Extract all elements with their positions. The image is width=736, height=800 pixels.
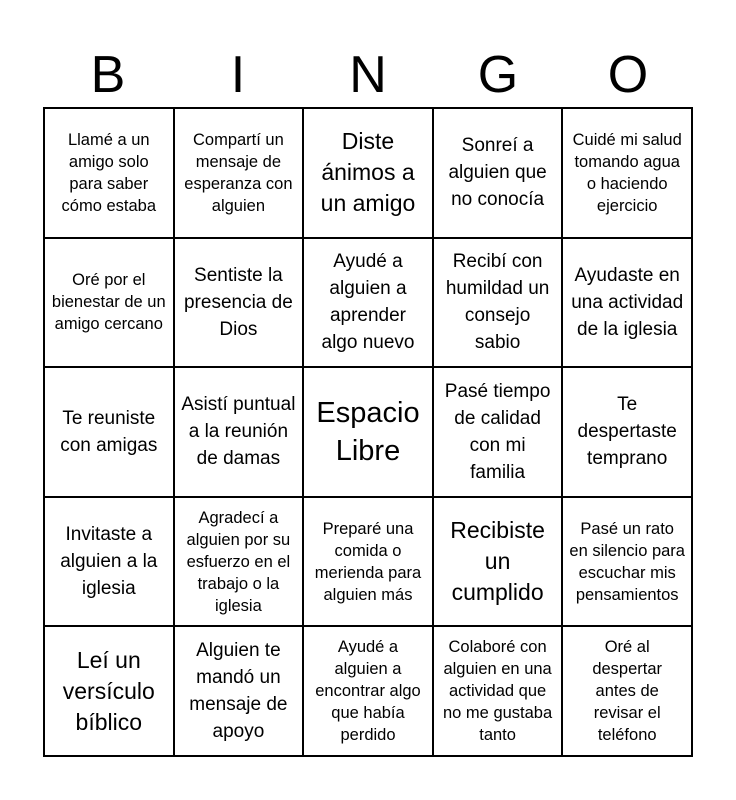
cell-text: Ayudaste en una actividad de la iglesia [571, 264, 684, 340]
cell-text: Invitaste a alguien a la iglesia [60, 524, 158, 600]
cell-text: Sonreí a alguien que no conocía [448, 135, 547, 211]
bingo-cell[interactable] [174, 497, 304, 627]
bingo-cell[interactable] [44, 626, 174, 756]
cell-text: Cuidé mi salud tomando agua o haciendo ejercicio [572, 130, 682, 215]
cell-text: Alguien te mandó un mensaje de apoyo [189, 640, 288, 743]
cell-text: Colaboré con alguien en una actividad que no me gustaba tanto [443, 638, 553, 745]
cell-text: Leí un versículo bíblico [62, 646, 155, 735]
bingo-cell[interactable] [174, 238, 304, 368]
bingo-cell[interactable] [562, 108, 692, 238]
header-letter-n: N [349, 46, 387, 104]
bingo-cell[interactable] [303, 108, 433, 238]
cell-text: Recibiste un cumplido [450, 517, 545, 606]
bingo-cell[interactable] [433, 238, 563, 368]
header-letter-o: O [607, 46, 649, 104]
bingo-grid [43, 107, 693, 757]
cell-text: Diste ánimos a un amigo [320, 128, 416, 217]
cell-text: Oré al despertar antes de revisar el teléfono [592, 638, 663, 745]
bingo-cell[interactable] [433, 497, 563, 627]
bingo-cell[interactable] [44, 497, 174, 627]
bingo-cell[interactable] [433, 108, 563, 238]
cell-text: Agradecí a alguien por su esfuerzo en el trabajo o la iglesia [186, 508, 291, 615]
cell-text: Compartí un mensaje de esperanza con alguien [184, 130, 293, 215]
bingo-cell[interactable] [44, 367, 174, 497]
bingo-cell[interactable] [303, 238, 433, 368]
header-letter-b: B [90, 46, 126, 104]
bingo-cell[interactable] [562, 497, 692, 627]
bingo-cell[interactable] [174, 367, 304, 497]
bingo-cell[interactable] [562, 238, 692, 368]
cell-text: Oré por el bienestar de un amigo cercano [51, 271, 166, 334]
bingo-cell[interactable] [433, 367, 563, 497]
cell-text: Sentiste la presencia de Dios [183, 264, 293, 340]
bingo-cell[interactable] [174, 108, 304, 238]
header-letter-g: G [477, 46, 519, 104]
bingo-cell[interactable] [174, 626, 304, 756]
cell-text: Preparé una comida o merienda para alguien más [314, 519, 422, 604]
bingo-cell[interactable] [433, 626, 563, 756]
cell-text: Pasé tiempo de calidad con mi familia [444, 380, 551, 483]
bingo-cell[interactable] [562, 626, 692, 756]
cell-text: Pasé un rato en silencio para escuchar mis pensamientos [569, 519, 685, 604]
bingo-cell[interactable] [44, 238, 174, 368]
cell-text: Llamé a un amigo solo para saber cómo estaba [61, 130, 157, 215]
bingo-cell[interactable] [303, 626, 433, 756]
bingo-cell[interactable] [44, 108, 174, 238]
free-space-cell[interactable] [303, 367, 433, 497]
cell-text: Recibí con humildad un consejo sabio [445, 251, 550, 354]
bingo-header [43, 40, 693, 110]
cell-text: Ayudé a alguien a aprender algo nuevo [321, 251, 415, 354]
bingo-cell[interactable] [303, 497, 433, 627]
free-space-label: Espacio Libre [316, 396, 420, 467]
cell-text: Ayudé a alguien a encontrar algo que había perdido [315, 638, 421, 745]
cell-text: Asistí puntual a la reunión de damas [181, 394, 296, 470]
cell-text: Te reuniste con amigas [60, 407, 158, 456]
header-letter-i: I [230, 46, 246, 104]
cell-text: Te despertaste temprano [577, 394, 677, 470]
bingo-cell[interactable] [562, 367, 692, 497]
